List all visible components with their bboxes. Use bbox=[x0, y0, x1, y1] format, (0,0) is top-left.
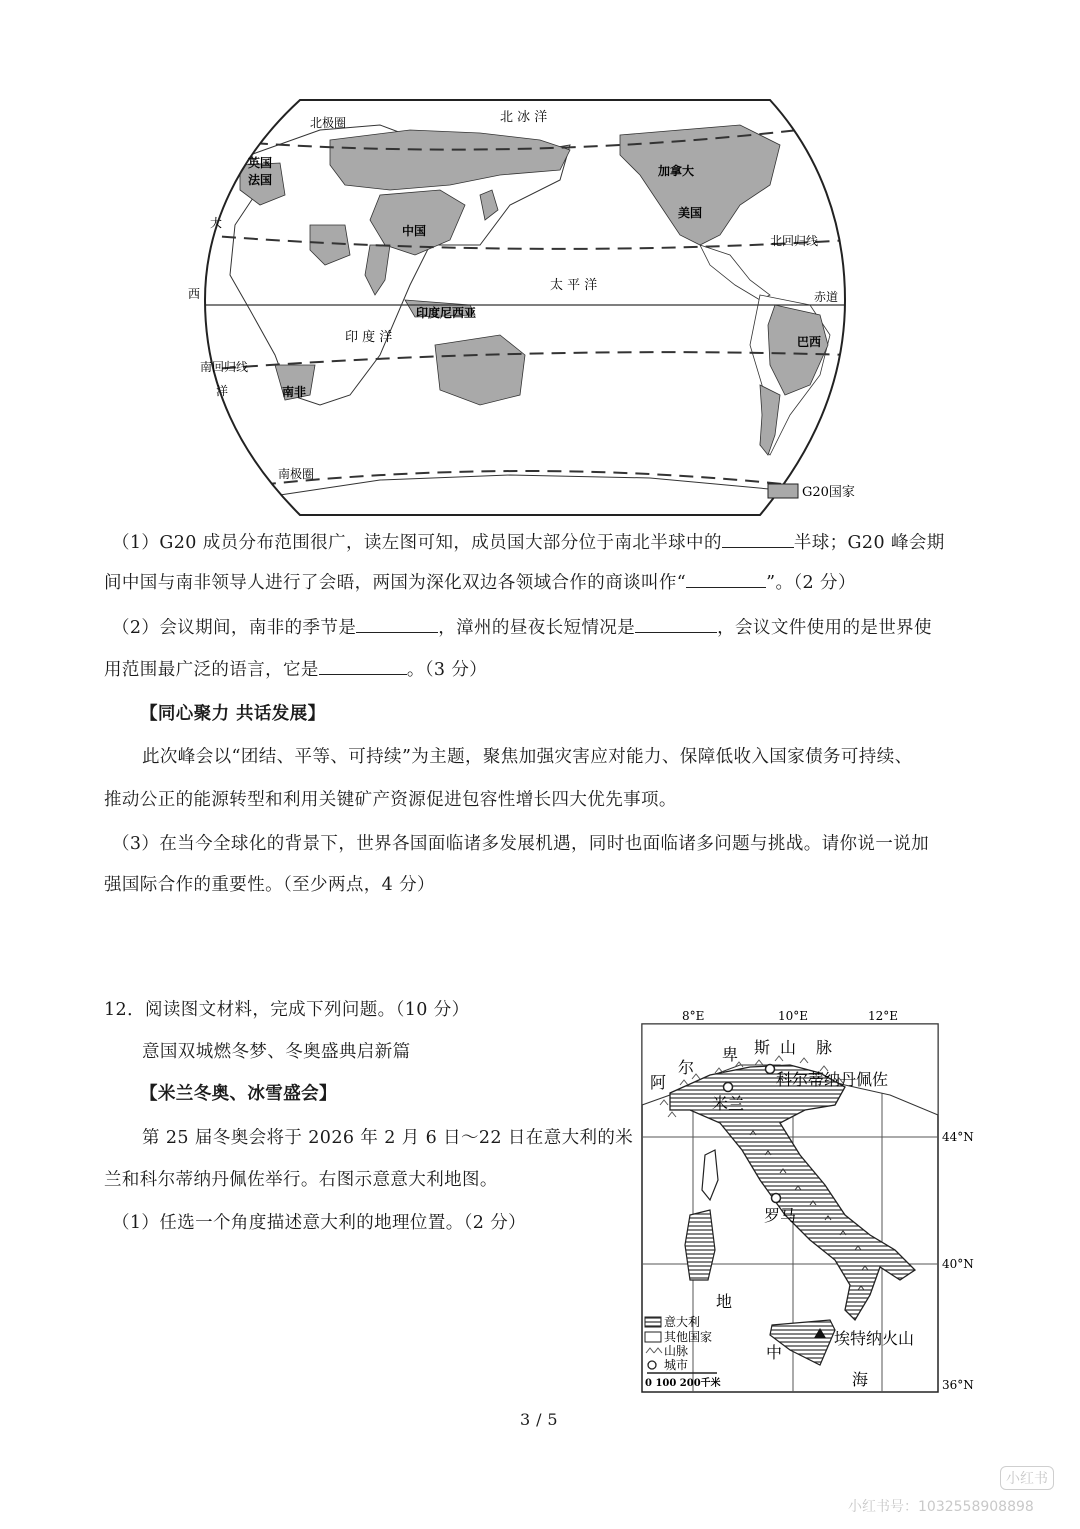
legend-city-label: 城市 bbox=[664, 1358, 689, 1372]
italy-map-graphic bbox=[630, 1005, 975, 1400]
label-south-africa: 南非 bbox=[282, 385, 307, 399]
q2-blank-2[interactable] bbox=[635, 616, 717, 633]
label-antarctic-circle: 南极圈 bbox=[278, 467, 315, 481]
q1-blank-2[interactable] bbox=[686, 571, 766, 588]
section12-subtitle: 意国双城燃冬梦、冬奥盛典启新篇 bbox=[142, 1042, 411, 1062]
label-brazil: 巴西 bbox=[797, 335, 822, 349]
q2-line2: 用范围最广泛的语言，它是 。（3 分） bbox=[104, 660, 488, 680]
label-atlantic-xi: 西 bbox=[188, 287, 201, 301]
alps-char-4: 斯 bbox=[754, 1038, 771, 1057]
q3-line1: （3）在当今全球化的背景下，世界各国面临诸多发展机遇，同时也面临诸多问题与挑战。请你说一说加 bbox=[112, 834, 930, 854]
label-atlantic-da: 大 bbox=[210, 216, 223, 230]
sea-char-1: 地 bbox=[716, 1292, 733, 1311]
legend-mountain-label: 山脉 bbox=[664, 1344, 689, 1358]
q2-blank-1[interactable] bbox=[356, 616, 438, 633]
legend-other-label: 其他国家 bbox=[664, 1330, 713, 1344]
section12-title: 12．阅读图文材料，完成下列问题。（10 分） bbox=[104, 1000, 470, 1020]
section11-para-line1: 此次峰会以“团结、平等、可持续”为主题，聚焦加强灾害应对能力、保障低收入国家债务可持续、 bbox=[142, 747, 913, 767]
legend-swatch bbox=[768, 484, 798, 498]
q2-line1: （2）会议期间，南非的季节是 ，漳州的昼夜长短情况是 ，会议文件使用的是世界使 bbox=[112, 618, 932, 638]
lon-label-8: 8°E bbox=[682, 1009, 705, 1023]
section12-heading: 【米兰冬奥、冰雪盛会】 bbox=[140, 1084, 337, 1104]
label-france: 法国 bbox=[248, 173, 273, 187]
q1-blank-1[interactable] bbox=[722, 531, 794, 548]
lat-label-36: 36°N bbox=[942, 1378, 974, 1392]
milan-label: 米兰 bbox=[712, 1094, 745, 1113]
label-china: 中国 bbox=[402, 224, 427, 238]
world-map bbox=[180, 95, 870, 525]
sardinia-island bbox=[685, 1210, 715, 1280]
lat-label-40: 40°N bbox=[942, 1257, 974, 1271]
label-tropic-cancer: 北回归线 bbox=[770, 234, 819, 248]
alps-char-1: 阿 bbox=[650, 1073, 667, 1092]
label-arctic-ocean: 北 冰 洋 bbox=[500, 110, 548, 125]
label-equator: 赤道 bbox=[814, 290, 839, 304]
cortina-label: 科尔蒂纳丹佩佐 bbox=[776, 1070, 889, 1089]
legend-city-icon bbox=[648, 1361, 656, 1369]
label-tropic-capricorn: 南回归线 bbox=[200, 360, 249, 374]
q3-line2: 强国际合作的重要性。（至少两点，4 分） bbox=[104, 875, 435, 895]
legend-scale-label: 0 100 200千米 bbox=[645, 1378, 721, 1389]
label-pacific: 太 平 洋 bbox=[550, 278, 598, 293]
legend-italy-label: 意大利 bbox=[664, 1315, 701, 1329]
q1-line1: （1）G20 成员分布范围很广，读左图可知，成员国大部分位于南北半球中的 半球；G20 峰会期 bbox=[112, 533, 945, 553]
rome-city-marker bbox=[772, 1194, 781, 1203]
legend-other-swatch bbox=[645, 1332, 661, 1342]
alps-char-3: 卑 bbox=[722, 1045, 739, 1064]
alps-char-6: 脉 bbox=[816, 1038, 833, 1057]
world-map-graphic bbox=[180, 95, 870, 525]
rome-label: 罗马 bbox=[764, 1206, 797, 1225]
label-atlantic-yang: 洋 bbox=[216, 384, 229, 398]
legend-label: G20国家 bbox=[802, 485, 855, 500]
watermark-badge: 小红书 bbox=[1000, 1466, 1054, 1490]
alps-char-2: 尔 bbox=[678, 1058, 695, 1077]
italy-map bbox=[630, 1005, 975, 1400]
q1-line2: 间中国与南非领导人进行了会晤，两国为深化双边各领域合作的商谈叫作“ ”。（2 分） bbox=[104, 573, 856, 593]
sea-char-2: 中 bbox=[766, 1343, 783, 1362]
page-number: 3 / 5 bbox=[520, 1410, 558, 1429]
section12-para-line1: 第 25 届冬奥会将于 2026 年 2 月 6 日～22 日在意大利的米 bbox=[142, 1128, 634, 1148]
watermark-id: 小红书号：1032558908898 bbox=[848, 1499, 1034, 1515]
section12-q1: （1）任选一个角度描述意大利的地理位置。（2 分） bbox=[112, 1213, 527, 1233]
lon-label-10: 10°E bbox=[778, 1009, 809, 1023]
q2-blank-3[interactable] bbox=[319, 658, 407, 675]
section11-heading: 【同心聚力 共话发展】 bbox=[140, 704, 326, 724]
sea-char-3: 海 bbox=[852, 1370, 869, 1389]
section11-para-line2: 推动公正的能源转型和利用关键矿产资源促进包容性增长四大优先事项。 bbox=[104, 790, 677, 810]
label-usa: 美国 bbox=[678, 206, 703, 220]
label-indonesia: 印度尼西亚 bbox=[416, 306, 477, 320]
milan-city-marker bbox=[724, 1083, 733, 1092]
label-indian-ocean: 印 度 洋 bbox=[345, 330, 393, 345]
label-uk: 英国 bbox=[248, 156, 273, 170]
cortina-city-marker bbox=[766, 1065, 775, 1074]
section12-para-line2: 兰和科尔蒂纳丹佩佐举行。右图示意意大利地图。 bbox=[104, 1170, 498, 1190]
lat-label-44: 44°N bbox=[942, 1130, 974, 1144]
label-arctic-circle: 北极圈 bbox=[310, 116, 347, 130]
etna-label: 埃特纳火山 bbox=[834, 1329, 915, 1348]
lon-label-12: 12°E bbox=[868, 1009, 899, 1023]
legend-italy-swatch bbox=[645, 1317, 661, 1327]
label-canada: 加拿大 bbox=[658, 164, 695, 178]
alps-char-5: 山 bbox=[780, 1038, 797, 1057]
